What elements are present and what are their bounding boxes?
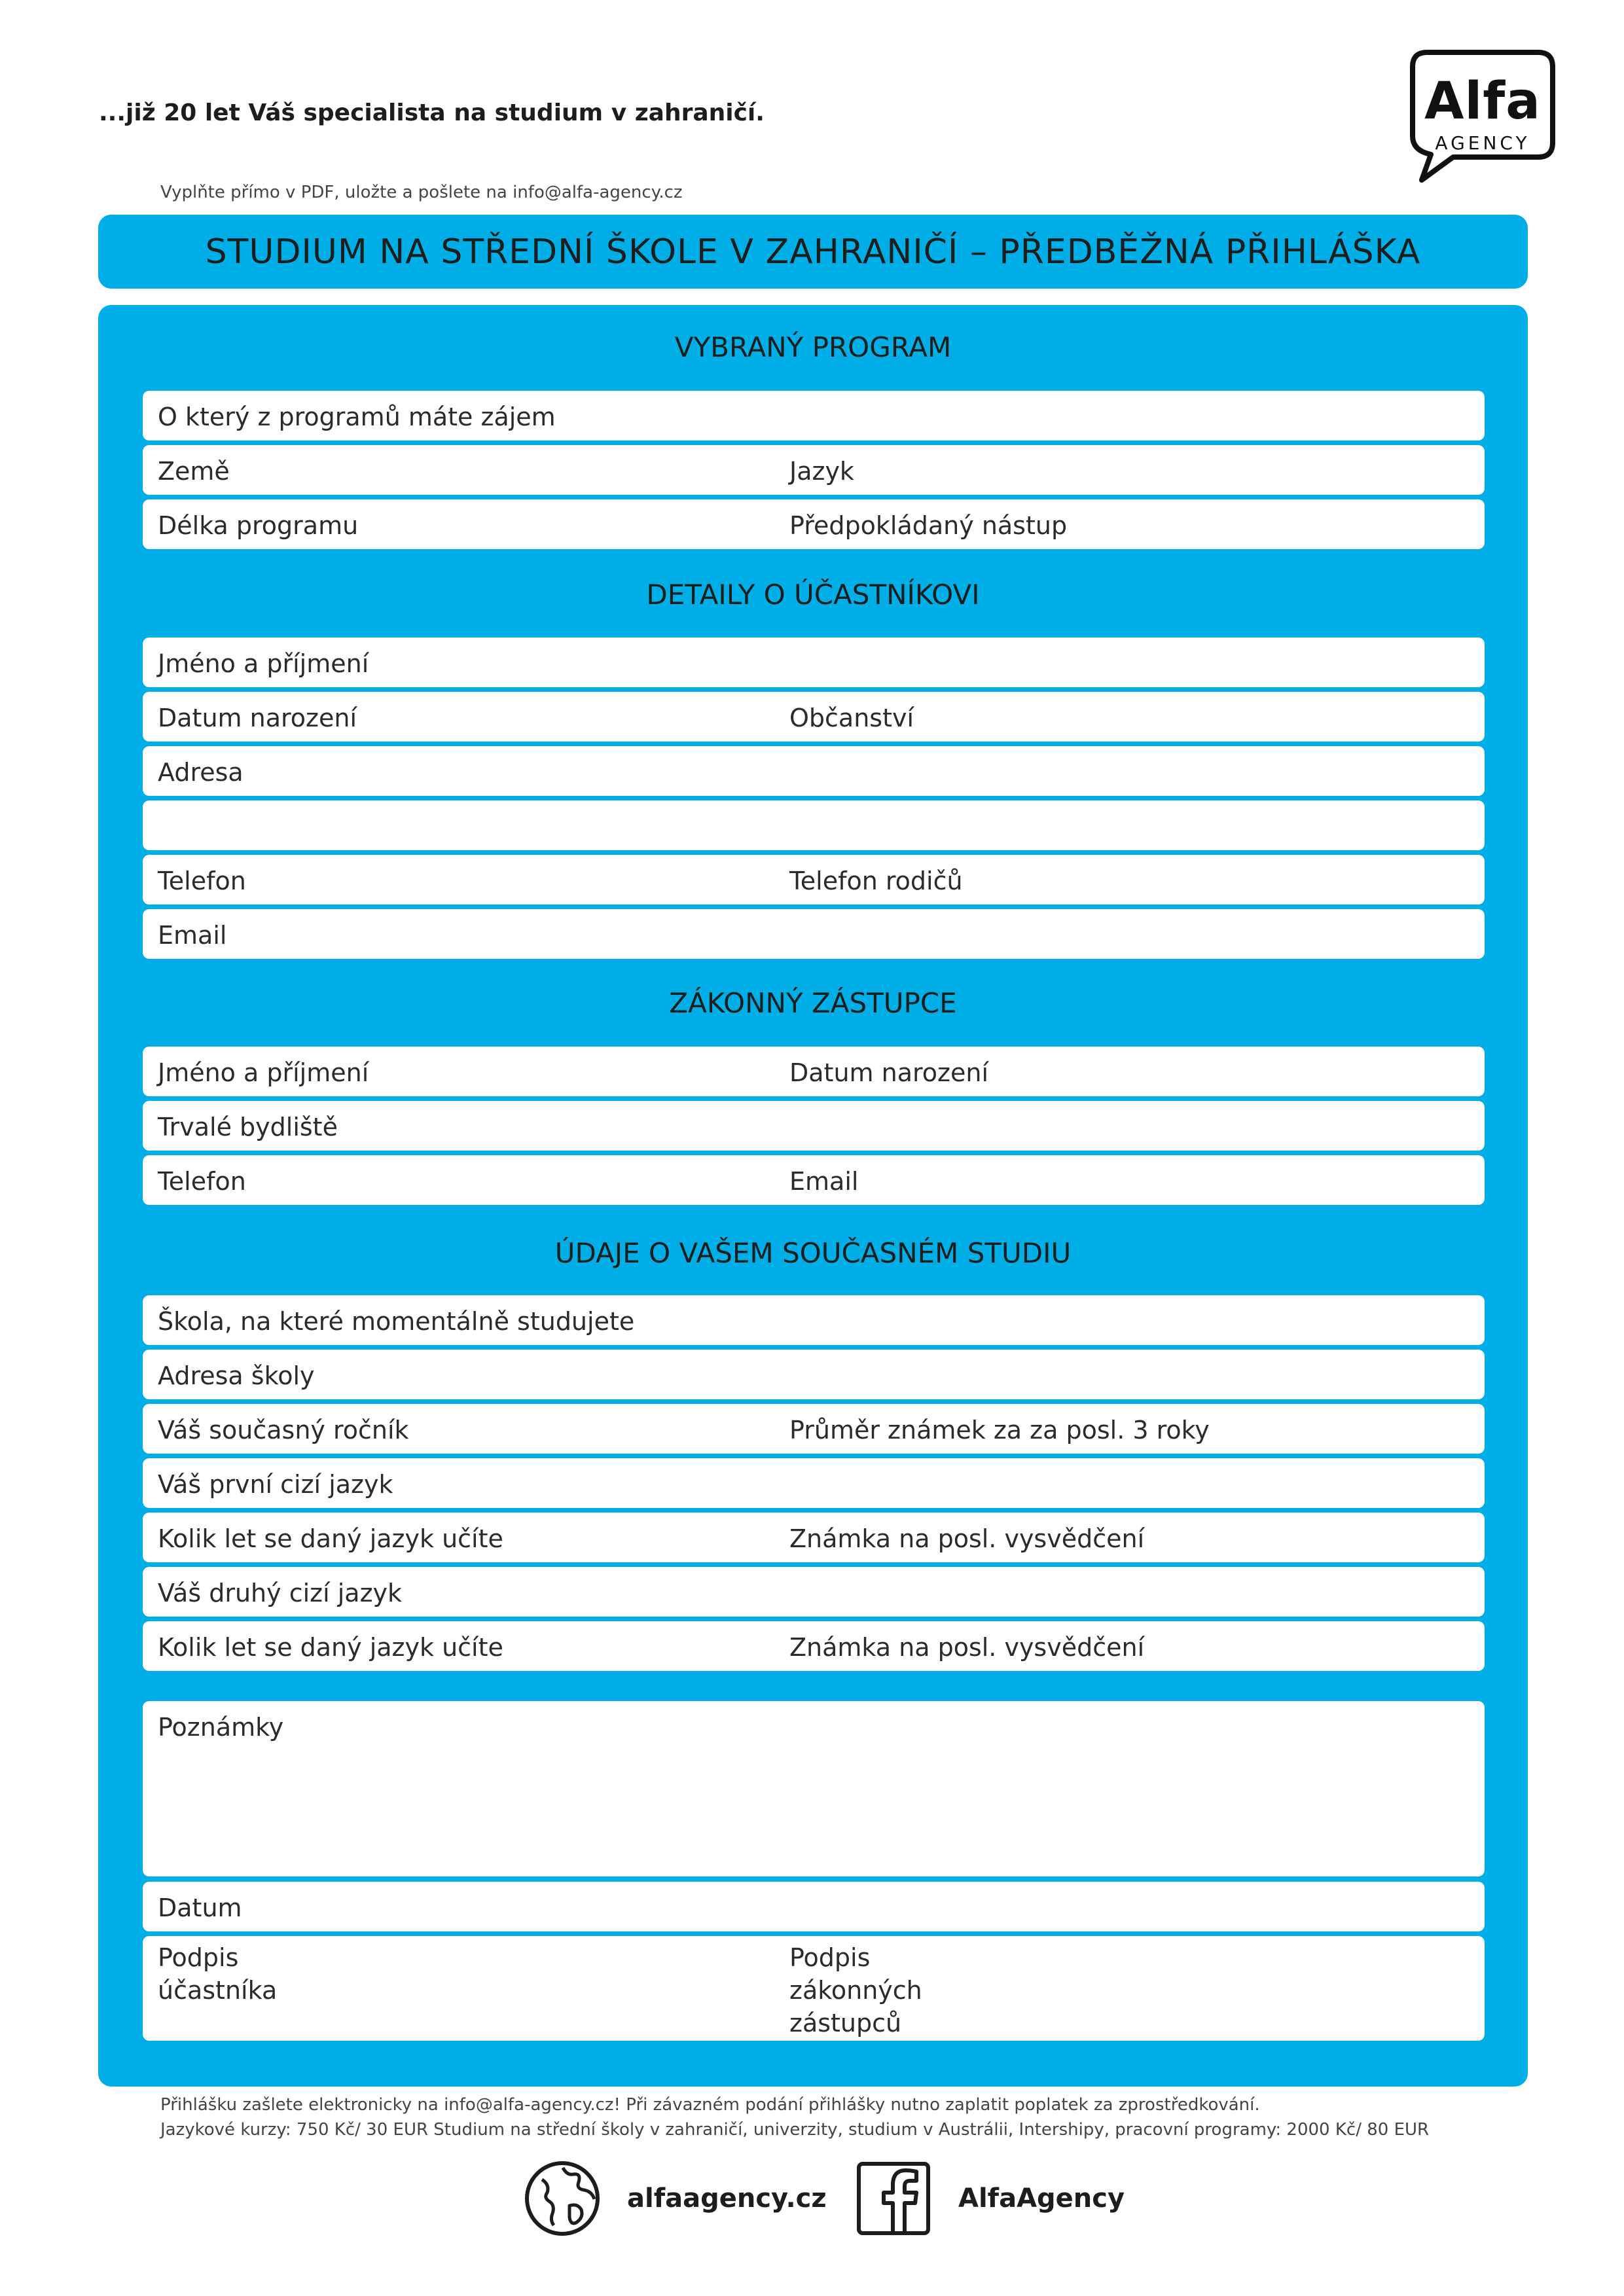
field-label: Telefon bbox=[158, 867, 246, 895]
guardians-signature-label: Podpis zákonných zástupců bbox=[789, 1943, 922, 2037]
field-label: Předpokládaný nástup bbox=[789, 511, 1068, 540]
section-title-program: VYBRANÝ PROGRAM bbox=[674, 331, 952, 363]
country-language-field[interactable] bbox=[143, 445, 1485, 495]
length-start-field[interactable] bbox=[143, 499, 1485, 549]
section-title-guardian: ZÁKONNÝ ZÁSTUPCE bbox=[669, 987, 957, 1019]
field-label: Jméno a příjmení bbox=[158, 649, 369, 678]
grade-average-field[interactable] bbox=[143, 1404, 1485, 1454]
field-label: O který z programů máte zájem bbox=[158, 403, 556, 431]
field-label: Email bbox=[789, 1167, 859, 1196]
tagline: ...již 20 let Váš specialista na studium v zahraničí. bbox=[99, 99, 765, 126]
field-label: Průměr známek za za posl. 3 roky bbox=[789, 1416, 1210, 1444]
participant-birth-citizenship-field[interactable] bbox=[143, 692, 1485, 742]
field-label: Jméno a příjmení bbox=[158, 1058, 369, 1087]
fill-instructions: Vyplňte přímo v PDF, uložte a pošlete na info@alfa-agency.cz bbox=[160, 183, 683, 202]
guardian-residence-field[interactable] bbox=[143, 1101, 1485, 1151]
facebook-icon bbox=[855, 2160, 932, 2237]
logo-subtitle: AGENCY bbox=[1435, 132, 1530, 154]
field-label: Email bbox=[158, 921, 227, 950]
section-title-study: ÚDAJE O VAŠEM SOUČASNÉM STUDIU bbox=[554, 1237, 1072, 1269]
website-label: alfaagency.cz bbox=[627, 2183, 827, 2214]
notes-field[interactable] bbox=[143, 1701, 1485, 1876]
field-label: Datum narození bbox=[789, 1058, 988, 1087]
facebook-link[interactable] bbox=[855, 2160, 1125, 2237]
field-label: Kolik let se daný jazyk učíte bbox=[158, 1633, 503, 1662]
globe-icon bbox=[524, 2160, 601, 2237]
guardian-name-birth-field[interactable] bbox=[143, 1047, 1485, 1096]
field-label: Adresa školy bbox=[158, 1361, 315, 1390]
field-label: Telefon rodičů bbox=[789, 867, 963, 895]
field-label: Adresa bbox=[158, 758, 244, 787]
second-language-field[interactable] bbox=[143, 1567, 1485, 1617]
field-label: Váš druhý cizí jazyk bbox=[158, 1579, 403, 1607]
footer-note bbox=[160, 2092, 1429, 2142]
participant-address-field[interactable] bbox=[143, 746, 1485, 796]
guardian-phone-email-field[interactable] bbox=[143, 1155, 1485, 1205]
participant-signature-label: Podpis účastníka bbox=[158, 1943, 278, 2005]
form-title-bar bbox=[98, 215, 1528, 289]
school-address-field[interactable] bbox=[143, 1350, 1485, 1399]
field-label: Země bbox=[158, 457, 230, 486]
field-label: Telefon bbox=[158, 1167, 246, 1196]
field-label: Kolik let se daný jazyk učíte bbox=[158, 1524, 503, 1553]
date-field[interactable] bbox=[143, 1882, 1485, 1931]
website-link[interactable] bbox=[524, 2160, 827, 2237]
form-panel bbox=[98, 305, 1528, 2087]
footer-line-2: Jazykové kurzy: 750 Kč/ 30 EUR Studium na střední školy v zahraničí, univerzity, studium v Austrálii, Intershipy, pracovní programy: 2000 Kč/ 80 EUR bbox=[160, 2120, 1430, 2140]
participant-address-line2-field[interactable] bbox=[143, 800, 1485, 850]
form-title: STUDIUM NA STŘEDNÍ ŠKOLE V ZAHRANIČÍ – PŘEDBĚŽNÁ PŘIHLÁŠKA bbox=[205, 232, 1421, 272]
field-label: Známka na posl. vysvědčení bbox=[789, 1633, 1145, 1662]
field-label: Datum bbox=[158, 1893, 242, 1922]
facebook-label: AlfaAgency bbox=[958, 2183, 1125, 2214]
field-label: Známka na posl. vysvědčení bbox=[789, 1524, 1145, 1553]
alfa-agency-logo bbox=[1407, 46, 1558, 187]
participant-name-field[interactable] bbox=[143, 637, 1485, 687]
footer-line-1: Přihlášku zašlete elektronicky na info@alfa-agency.cz! Při závazném podání přihlášky nutno zaplatit poplatek za zprostředkování. bbox=[160, 2095, 1260, 2115]
field-label: Jazyk bbox=[789, 457, 854, 486]
field-label: Datum narození bbox=[158, 704, 357, 732]
field-label: Váš současný ročník bbox=[158, 1416, 409, 1444]
school-field[interactable] bbox=[143, 1295, 1485, 1345]
field-label: Občanství bbox=[789, 704, 914, 732]
signatures-field[interactable] bbox=[143, 1936, 1485, 2041]
logo-wordmark: Alfa bbox=[1424, 72, 1541, 131]
participant-email-field[interactable] bbox=[143, 909, 1485, 959]
participant-phone-field[interactable] bbox=[143, 855, 1485, 905]
field-label: Poznámky bbox=[158, 1713, 284, 1742]
first-language-field[interactable] bbox=[143, 1458, 1485, 1508]
field-label: Trvalé bydliště bbox=[158, 1113, 338, 1141]
second-language-years-mark-field[interactable] bbox=[143, 1621, 1485, 1671]
section-title-participant: DETAILY O ÚČASTNÍKOVI bbox=[646, 579, 980, 611]
field-label: Škola, na které momentálně studujete bbox=[158, 1307, 635, 1336]
field-label: Délka programu bbox=[158, 511, 359, 540]
first-language-years-mark-field[interactable] bbox=[143, 1513, 1485, 1562]
field-label: Váš první cizí jazyk bbox=[158, 1470, 393, 1499]
program-interest-field[interactable] bbox=[143, 391, 1485, 440]
